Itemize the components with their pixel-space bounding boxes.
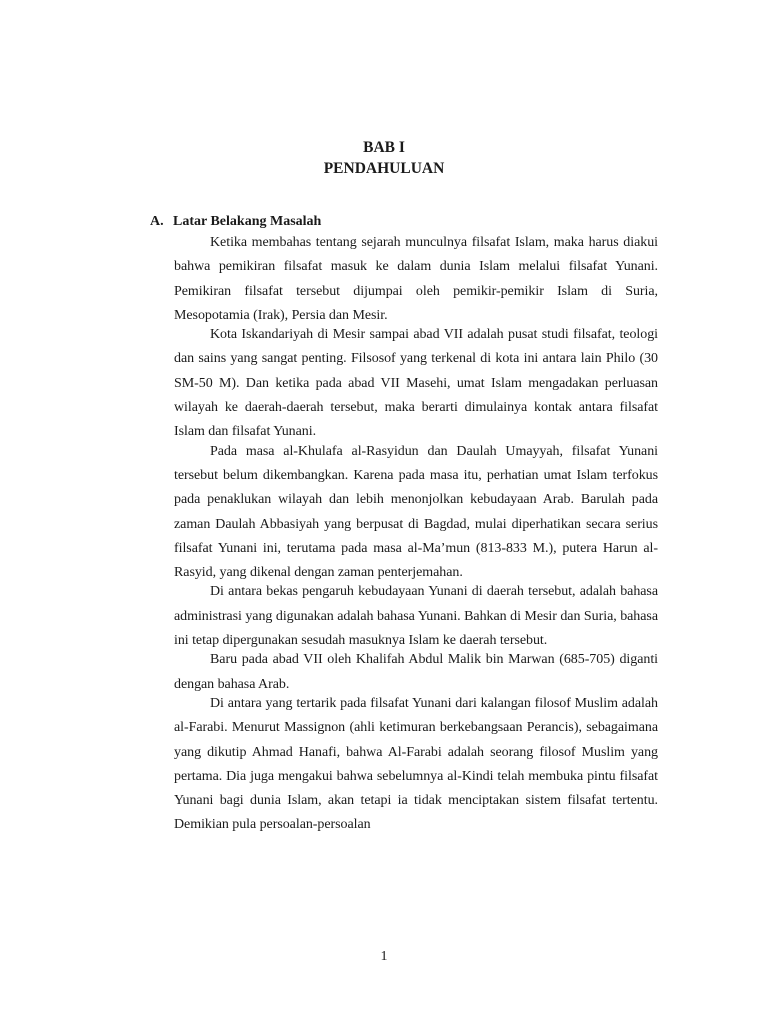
paragraph: Di antara bekas pengaruh kebudayaan Yunani di daerah tersebut, adalah bahasa administrasi yang digunakan adalah bahasa Yunani. Bahkan di Mesir dan Suria, bahasa ini tetap dipergunakan sesudah masuknya Islam ke daerah tersebut. xyxy=(174,584,658,649)
paragraph: Pada masa al-Khulafa al-Rasyidun dan Daulah Umayyah, filsafat Yunani tersebut belum dikembangkan. Karena pada masa itu, perhatian umat Islam terfokus pada penaklukan wilayah dan lebih menonjolkan kebudayaan Arab. Barulah pada zaman Daulah Abbasiyah yang berpusat di Bagdad, mulai diperhatikan secara serius filsafat Yunani ini, terutama pada masa al-Ma’mun (813-833 M.), putera Harun al-Rasyid, yang dikenal dengan zaman penterjemahan. xyxy=(174,443,658,581)
paragraph: Di antara yang tertarik pada filsafat Yunani dari kalangan filosof Muslim adalah al-Farabi. Menurut Massignon (ahli ketimuran berkebangsaan Perancis), sebagaimana yang dikutip Ahmad Hanafi, bahwa Al-Farabi adalah seorang filosof Muslim yang pertama. Dia juga mengakui bahwa sebelumnya al-Kindi telah membuka pintu filsafat Yunani bagi dunia Islam, akan tetapi ia tidak menciptakan sistem filsafat tertentu. Demikian pula persoalan-persoalan xyxy=(174,695,658,833)
page-number: 1 xyxy=(380,949,388,964)
section-title: Latar Belakang Masalah xyxy=(173,214,322,229)
paragraph: Baru pada abad VII oleh Khalifah Abdul Malik bin Marwan (685-705) diganti dengan bahasa Arab. xyxy=(174,652,658,692)
section-marker: A. xyxy=(150,214,164,229)
body-text xyxy=(174,231,658,838)
chapter-number: BAB I xyxy=(363,139,405,156)
section-heading xyxy=(150,213,321,231)
chapter-title: PENDAHULUAN xyxy=(323,160,445,177)
paragraph: Kota Iskandariyah di Mesir sampai abad VII adalah pusat studi filsafat, teologi dan sains yang sangat penting. Filsosof yang terkenal di kota ini antara lain Philo (30 SM-50 M). Dan ketika pada abad VII Masehi, umat Islam mengadakan perluasan wilayah ke daerah-daerah tersebut, maka berarti dimulainya kontak antara filsafat Islam dan filsafat Yunani. xyxy=(174,327,658,440)
paragraph: Ketika membahas tentang sejarah munculnya filsafat Islam, maka harus diakui bahwa pemikiran filsafat masuk ke dalam dunia Islam melalui filsafat Yunani. Pemikiran filsafat tersebut dijumpai oleh pemikir-pemikir Islam di Suria, Mesopotamia (Irak), Persia dan Mesir. xyxy=(174,235,658,323)
